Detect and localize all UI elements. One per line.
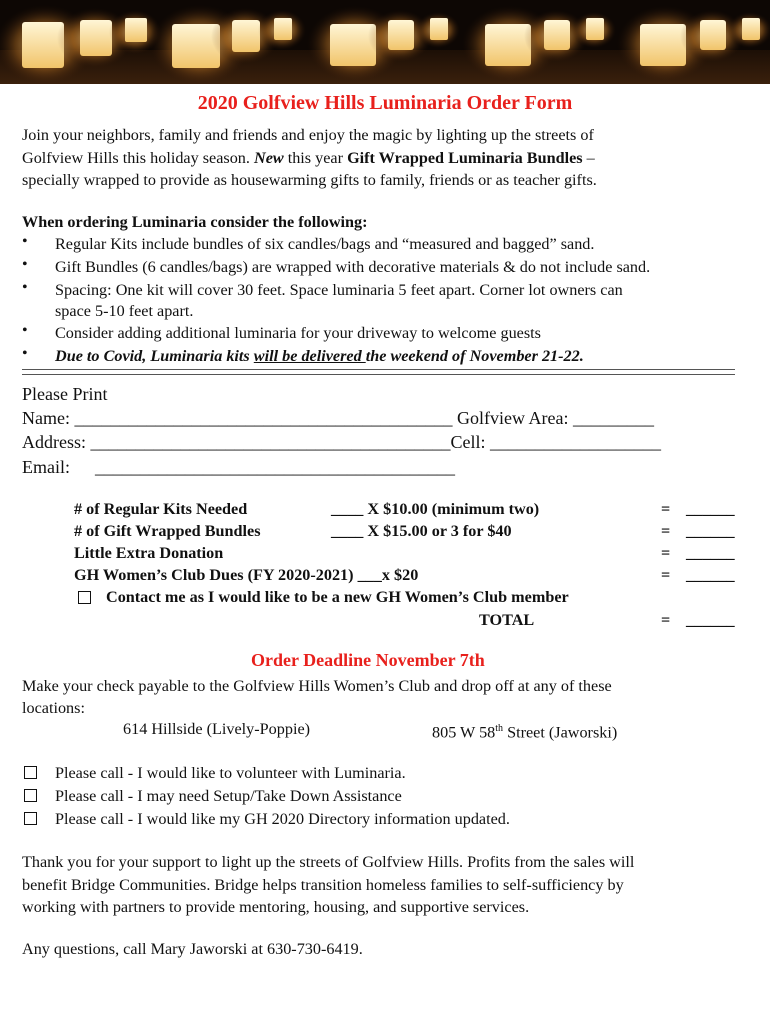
club-dues-label[interactable]: GH Women’s Club Dues (FY 2020-2021) ___x $20: [74, 566, 419, 584]
name-label: Name:: [22, 408, 75, 428]
total-label: TOTAL: [479, 611, 535, 629]
email-label: Email:: [22, 457, 70, 477]
equals-sign: =: [661, 500, 671, 518]
cell-field[interactable]: ___________________: [490, 432, 661, 452]
order-deadline-heading: Order Deadline November 7th: [251, 650, 485, 670]
email-field[interactable]: ________________________________________: [95, 457, 455, 477]
consider-item-regular-kits: Regular Kits include bundles of six candles/bags and “measured and bagged” sand.: [55, 235, 595, 253]
address-field[interactable]: ________________________________________: [90, 432, 451, 452]
payment-instructions: Make your check payable to the Golfview Hills Women’s Club and drop off at any of these: [22, 677, 612, 695]
address-label: Address:: [22, 432, 91, 452]
equals-sign: =: [661, 611, 671, 629]
consider-item-covid-delivery: [55, 345, 584, 367]
section-divider: [22, 369, 735, 375]
equals-sign: =: [661, 522, 671, 540]
volunteer-label: Please call - I would like to volunteer with Luminaria.: [55, 764, 406, 782]
intro-new-emphasis: New: [254, 149, 284, 167]
golfview-area-field[interactable]: _________: [572, 408, 654, 428]
luminaria-photo: [0, 0, 770, 84]
name-row: [22, 408, 654, 429]
address-row: [22, 432, 661, 453]
covid-text: the weekend of November 21-22.: [365, 347, 584, 365]
consider-item-spacing-cont: space 5-10 feet apart.: [55, 302, 194, 320]
ordinal-suffix: th: [495, 723, 504, 734]
please-print-label: Please Print: [22, 384, 108, 404]
consider-item-spacing: Spacing: One kit will cover 30 feet. Space luminaria 5 feet apart. Corner lot owners can: [55, 281, 623, 299]
total-amount-field[interactable]: ______: [686, 611, 735, 629]
location-text: Street (Jaworski): [503, 723, 618, 742]
volunteer-checkbox[interactable]: [24, 766, 37, 779]
consider-item-driveway: Consider adding additional luminaria for your driveway to welcome guests: [55, 324, 541, 342]
intro-line-2: [22, 147, 595, 169]
regular-kits-label: # of Regular Kits Needed: [74, 500, 248, 518]
consider-item-gift-bundles: Gift Bundles (6 candles/bags) are wrapped with decorative materials & do not include sand.: [55, 258, 651, 276]
page-title: 2020 Golfview Hills Luminaria Order Form: [197, 92, 573, 114]
luminaria-banner-image: [0, 0, 770, 84]
donation-label: Little Extra Donation: [74, 544, 224, 562]
donation-amount-field[interactable]: ______: [686, 544, 735, 562]
new-member-label: Contact me as I would like to be a new GH Women’s Club member: [106, 588, 569, 606]
bullet-glyph: •: [22, 322, 28, 339]
intro-line-1: Join your neighbors, family and friends and enjoy the magic by lighting up the streets of: [22, 126, 594, 144]
questions-contact: Any questions, call Mary Jaworski at 630-730-6419.: [22, 940, 363, 958]
bullet-glyph: •: [22, 279, 28, 296]
intro-line-3: specially wrapped to provide as housewarming gifts to family, friends or as teacher gifts.: [22, 171, 597, 189]
dropoff-location-hillside: 614 Hillside (Lively-Poppie): [123, 720, 311, 738]
setup-assistance-checkbox[interactable]: [24, 789, 37, 802]
golfview-area-label: Golfview Area:: [452, 408, 573, 428]
gift-bundles-quantity[interactable]: ____ X $15.00 or 3 for $40: [331, 522, 512, 540]
intro-text: Golfview Hills this holiday season.: [22, 149, 254, 167]
location-text: 805 W 58: [432, 723, 496, 742]
directory-update-label: Please call - I would like my GH 2020 Directory information updated.: [55, 810, 510, 828]
regular-kits-amount-field[interactable]: ______: [686, 500, 735, 518]
equals-sign: =: [661, 566, 671, 584]
directory-update-checkbox[interactable]: [24, 812, 37, 825]
regular-kits-quantity[interactable]: ____ X $10.00 (minimum two): [331, 500, 540, 518]
thanks-line-1: Thank you for your support to light up the streets of Golfview Hills. Profits from the sales will: [22, 853, 635, 871]
club-dues-amount-field[interactable]: ______: [686, 566, 735, 584]
equals-sign: =: [661, 544, 671, 562]
dropoff-location-58th: [432, 718, 617, 743]
bullet-glyph: •: [22, 256, 28, 273]
payment-instructions-cont: locations:: [22, 699, 85, 717]
setup-assistance-label: Please call - I may need Setup/Take Down Assistance: [55, 787, 402, 805]
gift-bundles-label: # of Gift Wrapped Bundles: [74, 522, 261, 540]
intro-gift-bundles: Gift Wrapped Luminaria Bundles: [347, 149, 583, 167]
bullet-glyph: •: [22, 233, 28, 250]
covid-text: Due to Covid, Luminaria kits: [55, 347, 254, 365]
thanks-line-3: working with partners to provide mentoring, housing, and supportive services.: [22, 898, 530, 916]
intro-text: –: [582, 149, 595, 167]
name-field[interactable]: __________________________________________: [74, 408, 453, 428]
bullet-glyph: •: [22, 345, 28, 362]
thanks-line-2: benefit Bridge Communities. Bridge helps transition homeless families to self-sufficiency by: [22, 876, 624, 894]
cell-label: Cell:: [450, 432, 490, 452]
gift-bundles-amount-field[interactable]: ______: [686, 522, 735, 540]
new-member-checkbox[interactable]: [78, 591, 91, 604]
covid-delivered: will be delivered: [253, 347, 366, 365]
intro-text: this year: [283, 149, 348, 167]
consider-heading: When ordering Luminaria consider the following:: [22, 213, 368, 231]
